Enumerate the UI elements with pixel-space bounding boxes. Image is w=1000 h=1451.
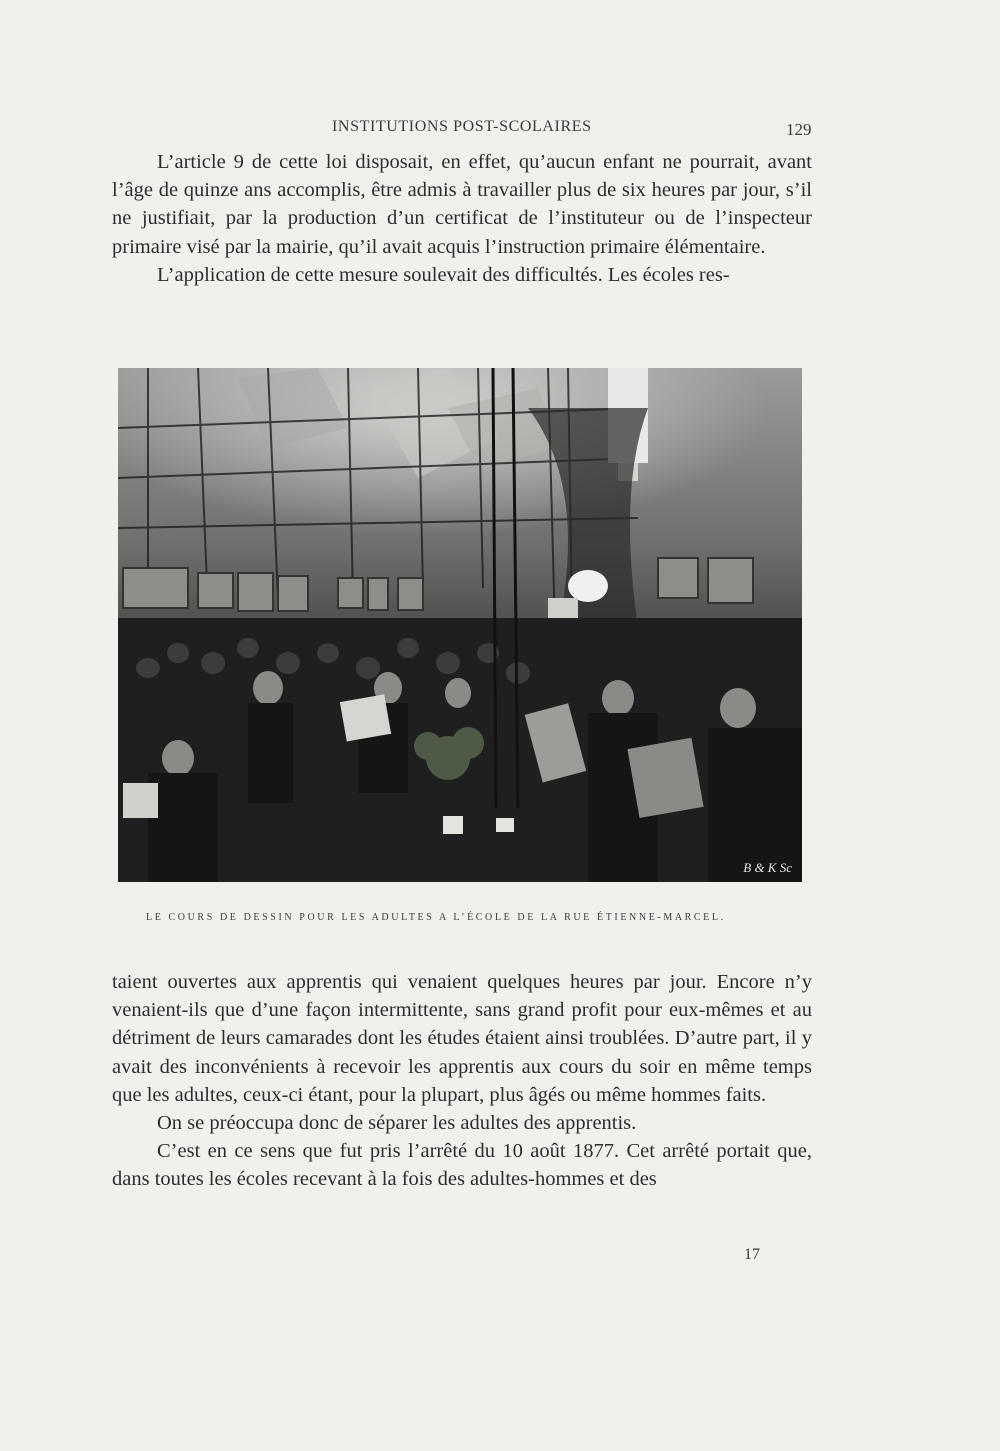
drawing-class-photograph bbox=[118, 368, 802, 882]
paragraph: L’article 9 de cette loi disposait, en effet, qu’aucun enfant ne pourrait, avant l’âge de quinze ans accomplis, être admis à travailler plus de six heures par jour, s’il ne justifiait, par la production d’un certificat de l’instituteur ou de l’inspecteur primaire visé par la mairie, qu’il avait acquis l’instruction primaire élémentaire. bbox=[112, 151, 812, 258]
page-number: 129 bbox=[786, 120, 812, 139]
paragraph: On se préoccupa donc de séparer les adultes des apprentis. bbox=[157, 1112, 637, 1135]
photo-illustration bbox=[118, 368, 802, 882]
figure-caption: LE COURS DE DESSIN POUR LES ADULTES A L’ÉCOLE DE LA RUE ÉTIENNE-MARCEL. bbox=[146, 912, 726, 923]
signature-mark: 17 bbox=[744, 1246, 760, 1263]
top-text-block bbox=[112, 148, 812, 289]
paragraph: L’application de cette mesure soulevait des difficultés. Les écoles res- bbox=[157, 263, 730, 286]
paragraph: taient ouvertes aux apprentis qui venaient quelques heures par jour. Encore n’y venaient-ils que d’une façon intermittente, sans grand profit pour eux-mêmes et au détriment de leurs camarades dont les études étaient ainsi troublées. D’autre part, il y avait des inconvénients à recevoir les apprentis aux cours du soir en même temps que les adultes, ceux-ci étant, pour la plupart, plus âgés ou même hommes faits. bbox=[112, 971, 812, 1106]
paragraph: C’est en ce sens que fut pris l’arrêté du 10 août 1877. Cet arrêté portait que, dans toutes les écoles recevant à la fois des adultes-hommes et des bbox=[112, 1140, 812, 1191]
bottom-text-block bbox=[112, 968, 812, 1194]
running-title: INSTITUTIONS POST-SCOLAIRES bbox=[332, 118, 592, 135]
engraver-mark: B & K Sc bbox=[743, 860, 792, 875]
